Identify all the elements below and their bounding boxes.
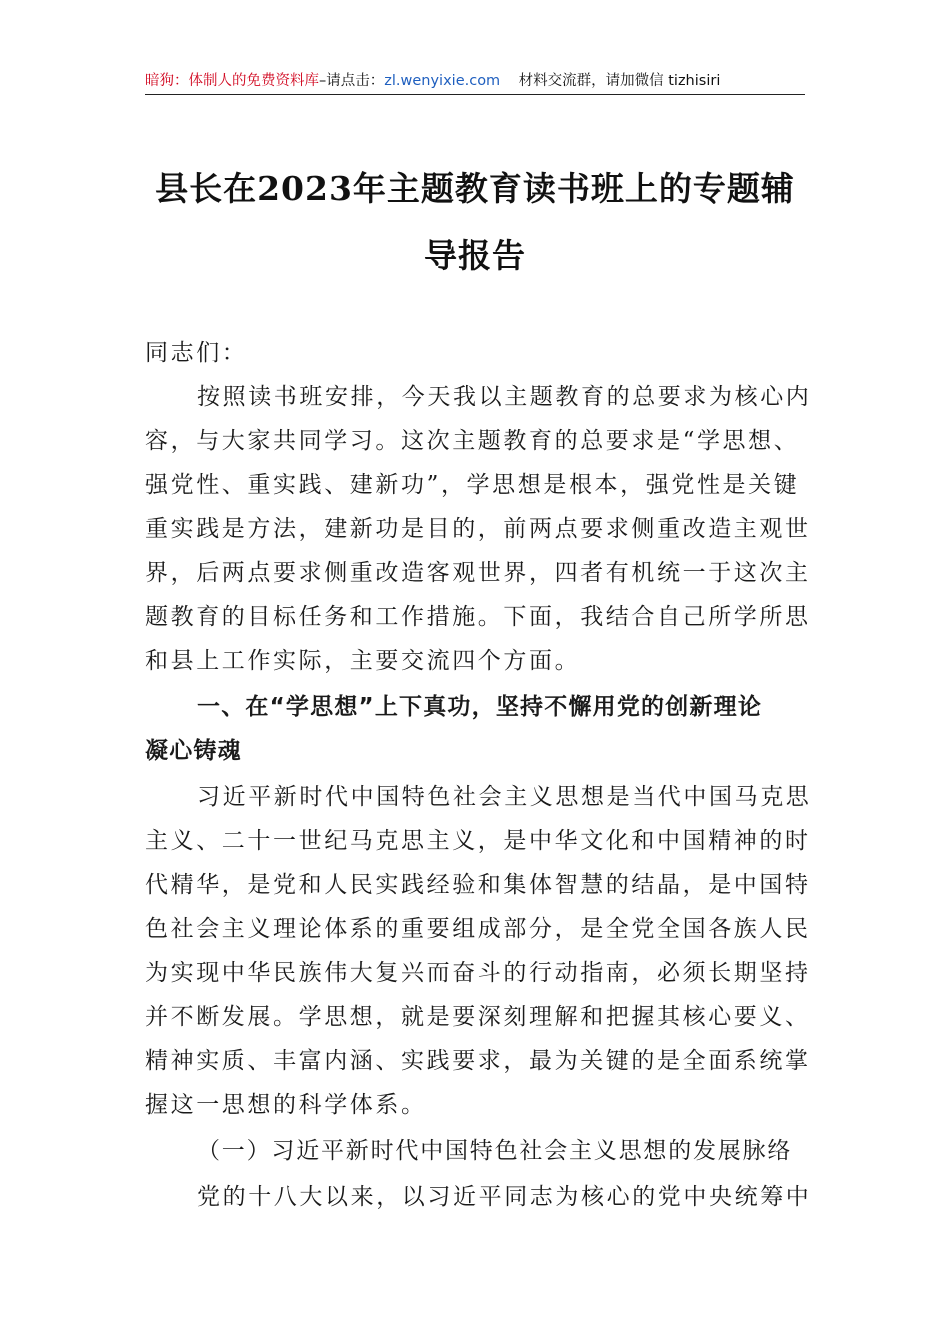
paragraph-line: 主义、二十一世纪马克思主义，是中华文化和中国精神的时	[145, 828, 811, 854]
paragraph-line: 按照读书班安排，今天我以主题教育的总要求为核心内	[197, 384, 812, 410]
page-header	[145, 68, 805, 95]
paragraph-line: 色社会主义理论体系的重要组成部分，是全党全国各族人民	[145, 916, 811, 942]
paragraph-line: 并不断发展。学思想，就是要深刻理解和把握其核心要义、	[145, 1004, 811, 1030]
header-wechat-note: 材料交流群，请加微信 tizhisiri	[518, 73, 721, 89]
section-heading-line: 一、在“学思想”上下真功，坚持不懈用党的创新理论	[197, 694, 763, 720]
paragraph-line: 精神实质、丰富内涵、实践要求，最为关键的是全面系统掌	[145, 1048, 811, 1074]
header-click-prompt: –请点击：	[319, 73, 385, 89]
document-title-line-1: 县长在2023年主题教育读书班上的专题辅	[155, 169, 795, 208]
paragraph-line: 握这一思想的科学体系。	[145, 1092, 427, 1118]
paragraph-line: 题教育的目标任务和工作措施。下面，我结合自己所学所思	[145, 604, 811, 630]
paragraph-line: 界，后两点要求侧重改造客观世界，四者有机统一于这次主	[145, 560, 811, 586]
header-link[interactable]: zl.wenyixie.com	[384, 73, 501, 89]
document-title-line-2: 导报告	[424, 236, 526, 275]
paragraph-line: 重实践是方法，建新功是目的，前两点要求侧重改造主观世	[145, 516, 811, 542]
paragraph-line: 习近平新时代中国特色社会主义思想是当代中国马克思	[197, 784, 812, 810]
section-heading-line: 凝心铸魂	[145, 738, 242, 764]
paragraph-line: 容，与大家共同学习。这次主题教育的总要求是“学思想、	[145, 428, 800, 454]
paragraph-line: 代精华，是党和人民实践经验和集体智慧的结晶，是中国特	[145, 872, 811, 898]
subsection-heading: （一）习近平新时代中国特色社会主义思想的发展脉络	[197, 1138, 793, 1164]
paragraph-line: 为实现中华民族伟大复兴而奋斗的行动指南，必须长期坚持	[145, 960, 811, 986]
paragraph-line: 强党性、重实践、建新功”，学思想是根本，强党性是关键	[145, 472, 800, 498]
paragraph-line: 和县上工作实际，主要交流四个方面。	[145, 648, 581, 674]
paragraph-line: 党的十八大以来，以习近平同志为核心的党中央统筹中	[197, 1184, 812, 1210]
greeting: 同志们：	[145, 340, 248, 366]
header-site-name: 暗狗：体制人的免费资料库	[145, 73, 319, 89]
